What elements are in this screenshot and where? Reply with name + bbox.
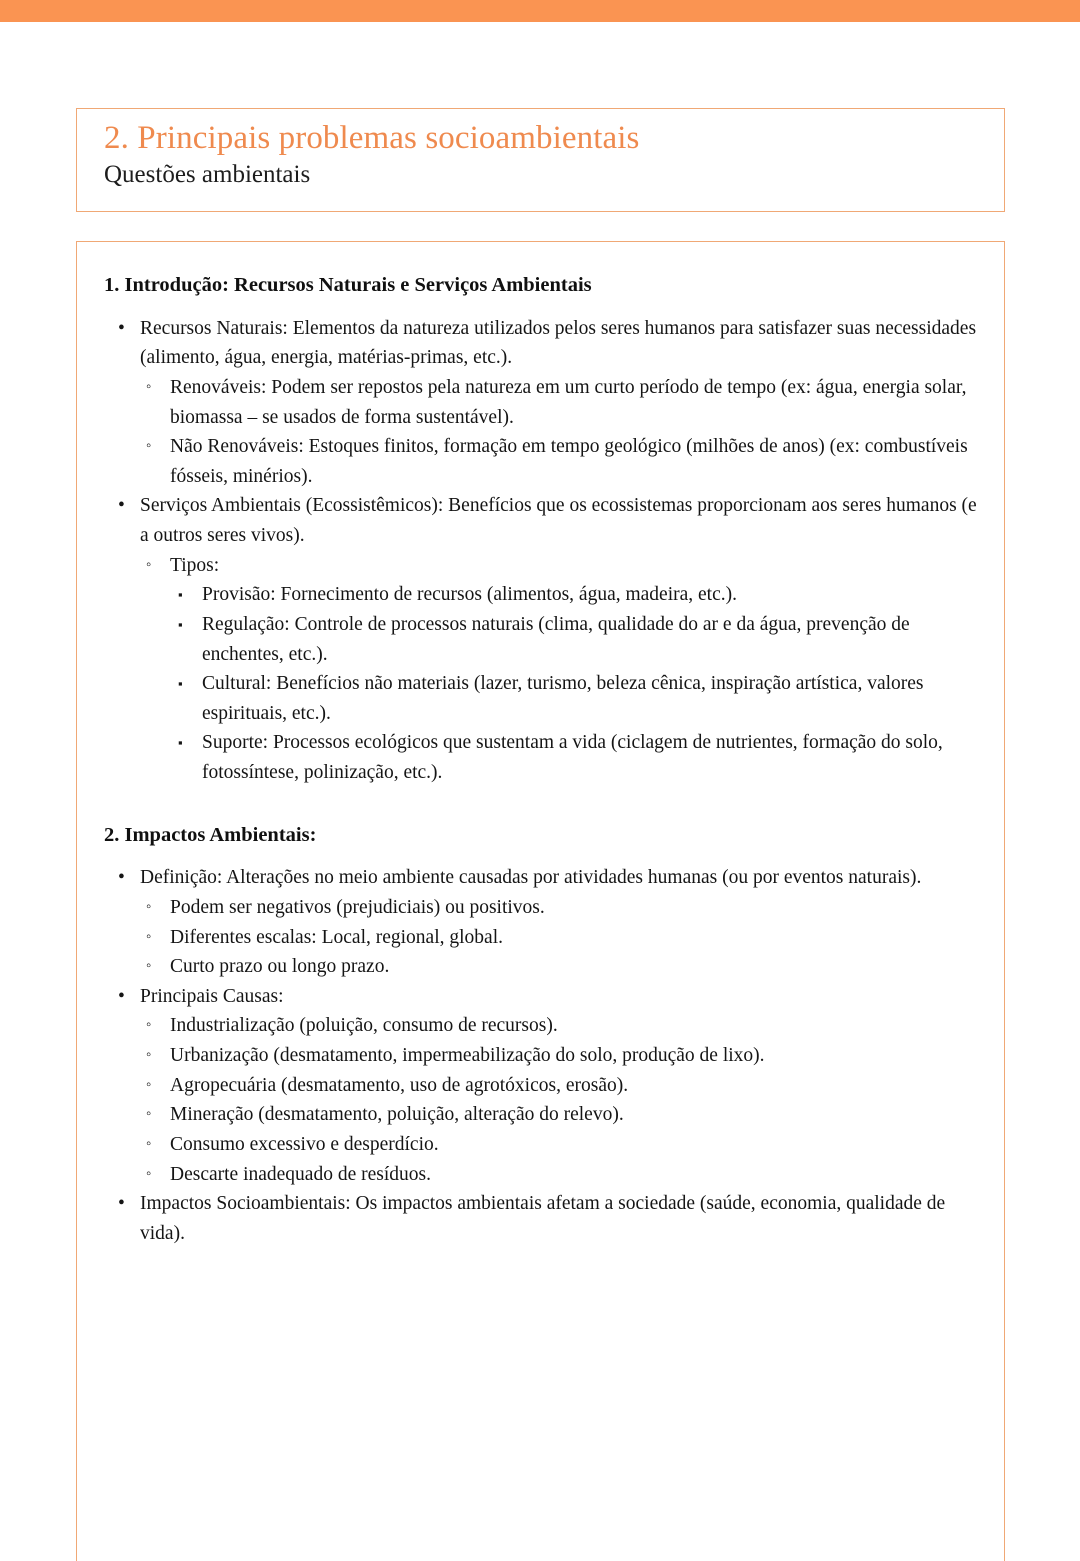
list-item-text: Suporte: Processos ecológicos que sustentam a vida (ciclagem de nutrientes, formação do solo, fotossíntese, polinização, etc.). xyxy=(202,732,943,784)
list-item-text: Descarte inadequado de resíduos. xyxy=(170,1163,431,1185)
document-header-box xyxy=(76,108,1005,212)
circle-bullet-icon: ◦ xyxy=(146,378,152,395)
sublist xyxy=(140,373,978,492)
square-bullet-icon: ▪ xyxy=(178,587,183,603)
list-item xyxy=(104,491,978,787)
square-bullet-icon: ▪ xyxy=(178,735,183,751)
section-2-list xyxy=(104,863,978,1248)
disc-bullet-icon: • xyxy=(118,495,125,517)
list-item xyxy=(170,580,978,610)
list-item xyxy=(140,1100,978,1130)
list-item xyxy=(170,610,978,669)
sublist xyxy=(140,893,978,982)
sublist xyxy=(140,551,978,788)
list-item xyxy=(140,952,978,982)
list-item-text: Serviços Ambientais (Ecossistêmicos): Benefícios que os ecossistemas proporcionam aos seres humanos (e a outros seres vivos). xyxy=(140,495,977,547)
list-item xyxy=(140,1011,978,1041)
section-1-list xyxy=(104,314,978,788)
document-header-inner xyxy=(77,109,1004,190)
list-item xyxy=(140,893,978,923)
circle-bullet-icon: ◦ xyxy=(146,1047,152,1064)
circle-bullet-icon: ◦ xyxy=(146,556,152,573)
list-item xyxy=(140,923,978,953)
circle-bullet-icon: ◦ xyxy=(146,928,152,945)
list-item-text: Renováveis: Podem ser repostos pela natureza em um curto período de tempo (ex: água, energia solar, biomassa – se usados de forma sustentável). xyxy=(170,376,967,428)
list-item-text: Impactos Socioambientais: Os impactos ambientais afetam a sociedade (saúde, economia, qualidade de vida). xyxy=(140,1193,946,1244)
top-orange-band xyxy=(0,0,1080,22)
list-item-text: Definição: Alterações no meio ambiente causadas por atividades humanas (ou por eventos naturais). xyxy=(140,867,922,889)
list-item xyxy=(140,1130,978,1160)
list-item-text: Industrialização (poluição, consumo de recursos). xyxy=(170,1015,558,1037)
list-item-text: Urbanização (desmatamento, impermeabilização do solo, produção de lixo). xyxy=(170,1045,765,1067)
list-item-text: Tipos: xyxy=(170,554,220,576)
list-item-text: Podem ser negativos (prejudiciais) ou positivos. xyxy=(170,896,545,918)
page-title: 2. Principais problemas socioambientais xyxy=(104,120,640,156)
disc-bullet-icon: • xyxy=(118,985,125,1007)
list-item xyxy=(104,982,978,1189)
circle-bullet-icon: ◦ xyxy=(146,1017,152,1034)
list-item-text: Mineração (desmatamento, poluição, alteração do relevo). xyxy=(170,1104,624,1126)
list-item-text: Diferentes escalas: Local, regional, global. xyxy=(170,926,503,948)
list-item-text: Cultural: Benefícios não materiais (lazer, turismo, beleza cênica, inspiração artística, valores espirituais, etc.). xyxy=(202,673,924,724)
sublist xyxy=(140,1011,978,1189)
square-bullet-icon: ▪ xyxy=(178,616,183,632)
circle-bullet-icon: ◦ xyxy=(146,1135,152,1152)
circle-bullet-icon: ◦ xyxy=(146,1076,152,1093)
list-item-text: Principais Causas: xyxy=(140,985,284,1007)
square-bullet-icon: ▪ xyxy=(178,676,183,692)
section-heading-2: 2. Impactos Ambientais: xyxy=(104,823,317,846)
disc-bullet-icon: • xyxy=(118,1193,125,1215)
section-heading-1: 1. Introdução: Recursos Naturais e Serviços Ambientais xyxy=(104,274,592,296)
list-item-text: Agropecuária (desmatamento, uso de agrotóxicos, erosão). xyxy=(170,1074,629,1096)
list-item-text: Não Renováveis: Estoques finitos, formação em tempo geológico (milhões de anos) (ex: combustíveis fósseis, minérios). xyxy=(170,436,968,487)
list-item-text: Recursos Naturais: Elementos da natureza utilizados pelos seres humanos para satisfazer suas necessidades (alimento, água, energia, matérias-primas, etc.). xyxy=(140,317,977,369)
list-item xyxy=(140,551,978,788)
list-item-text: Curto prazo ou longo prazo. xyxy=(170,956,390,978)
list-item xyxy=(140,1041,978,1071)
list-item xyxy=(140,1160,978,1190)
list-item-text: Provisão: Fornecimento de recursos (alimentos, água, madeira, etc.). xyxy=(202,584,737,606)
list-item xyxy=(104,863,978,982)
sublist xyxy=(170,580,978,787)
list-item xyxy=(104,1189,978,1248)
list-item-text: Consumo excessivo e desperdício. xyxy=(170,1133,439,1155)
circle-bullet-icon: ◦ xyxy=(146,958,152,975)
circle-bullet-icon: ◦ xyxy=(146,1165,152,1182)
circle-bullet-icon: ◦ xyxy=(146,1106,152,1123)
list-item xyxy=(140,432,978,491)
page-subtitle: Questões ambientais xyxy=(104,160,311,188)
document-content-box xyxy=(76,241,1005,1561)
list-item xyxy=(140,373,978,432)
list-item xyxy=(170,669,978,728)
list-item-text: Regulação: Controle de processos naturais (clima, qualidade do ar e da água, prevenção de enchentes, etc.). xyxy=(202,613,910,665)
list-item xyxy=(140,1071,978,1101)
list-item xyxy=(104,314,978,492)
circle-bullet-icon: ◦ xyxy=(146,438,152,455)
list-item xyxy=(170,728,978,787)
circle-bullet-icon: ◦ xyxy=(146,898,152,915)
disc-bullet-icon: • xyxy=(118,317,125,339)
disc-bullet-icon: • xyxy=(118,867,125,889)
